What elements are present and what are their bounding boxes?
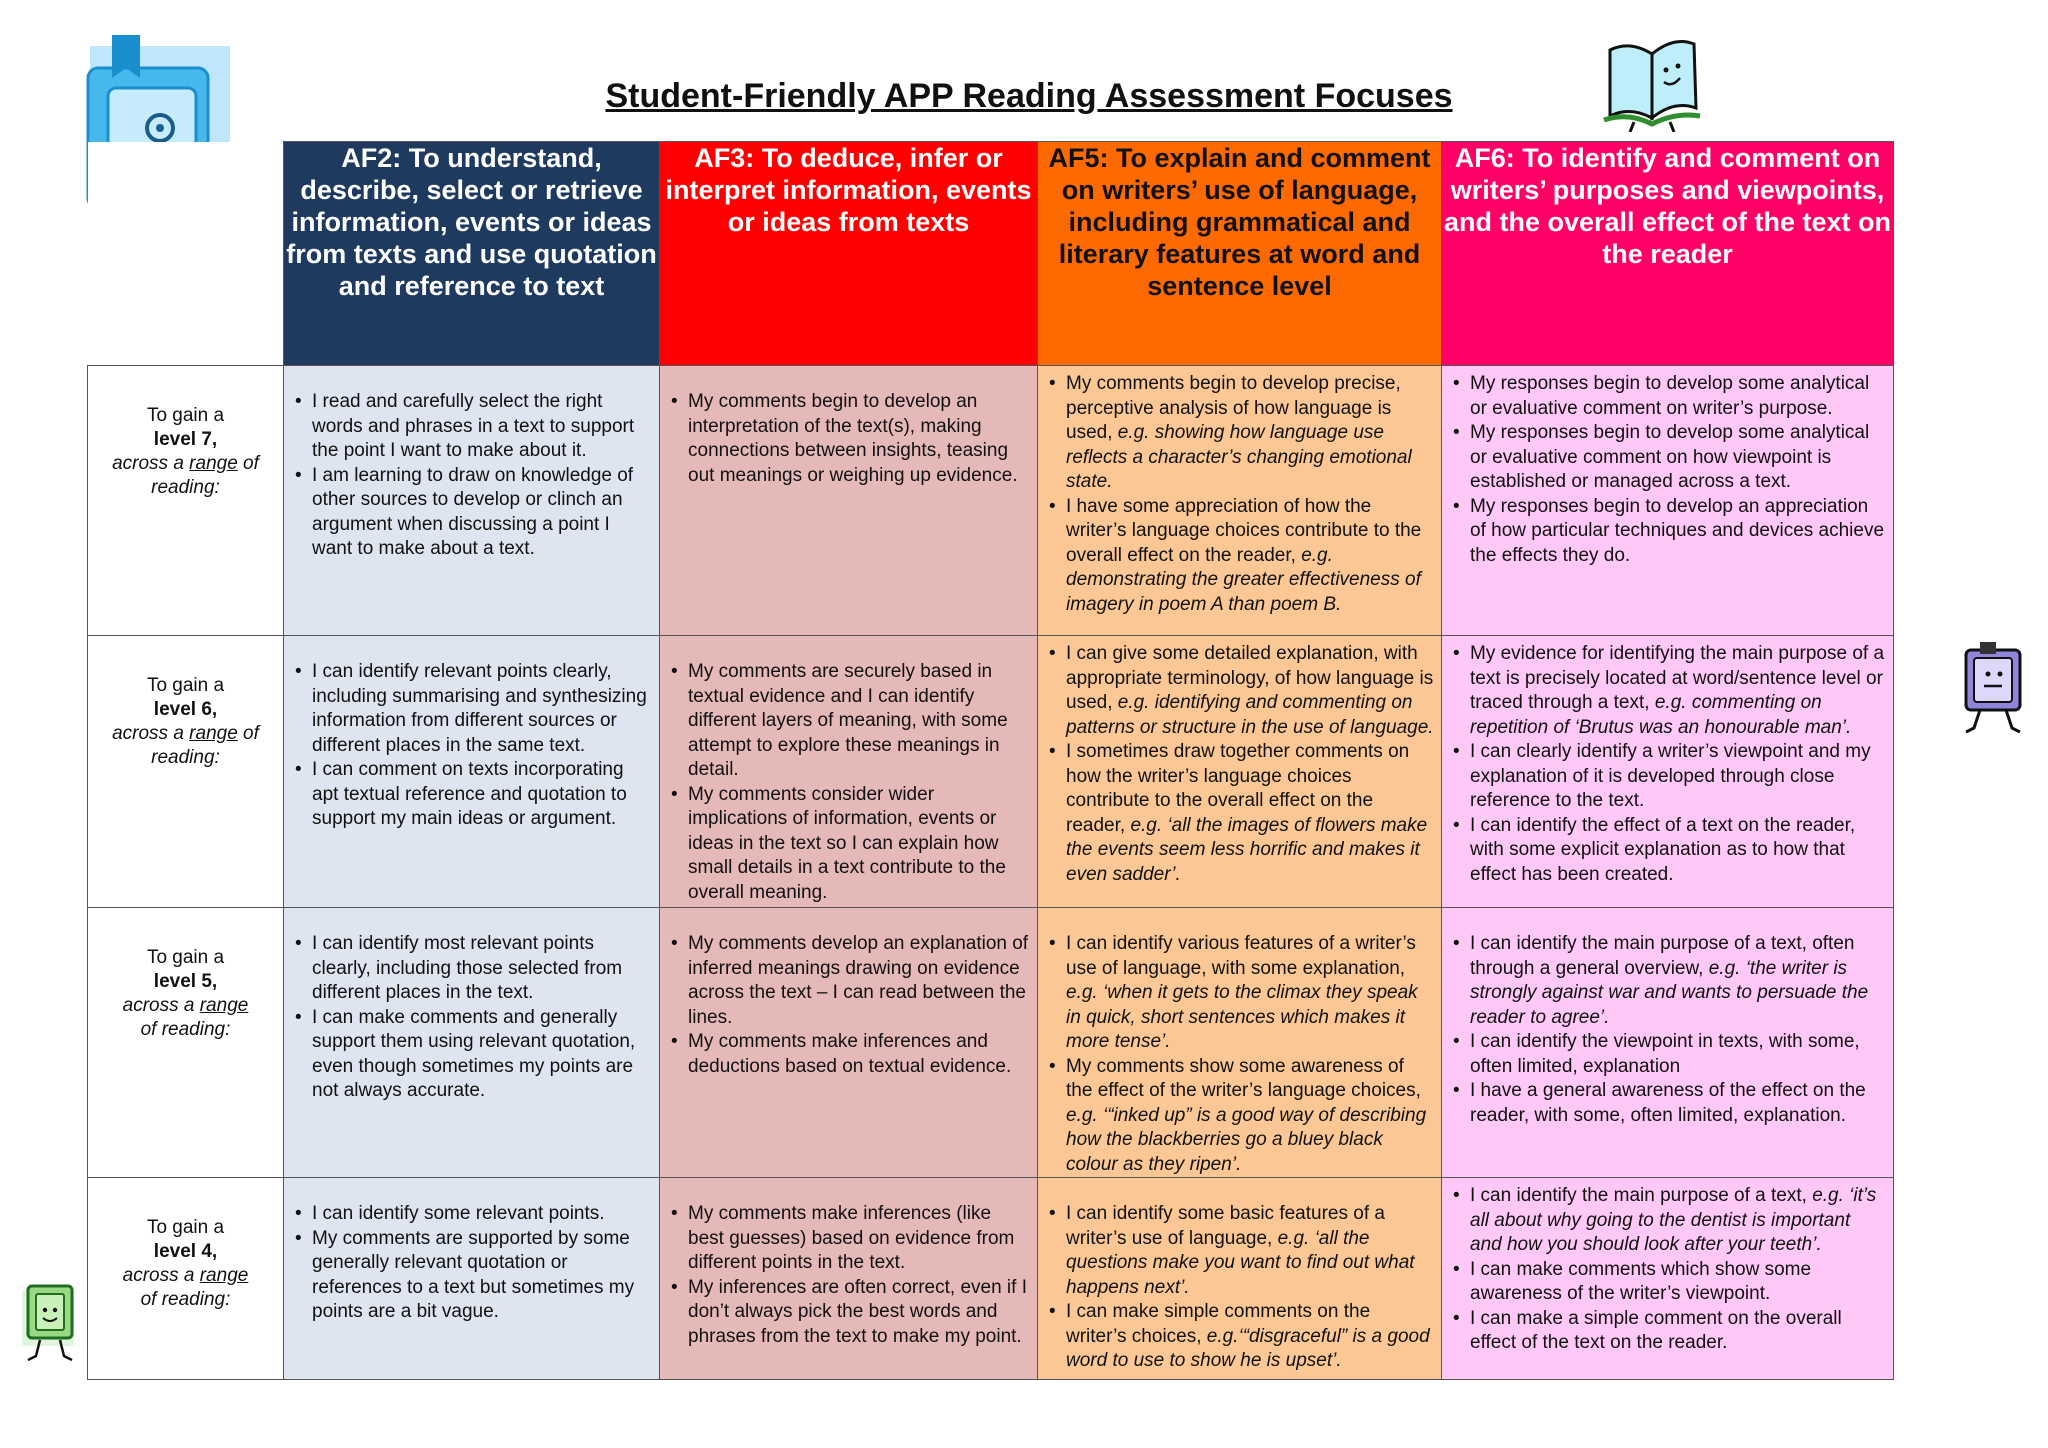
- example-text: e.g. demonstrating the greater effectiveness of imagery in poem A than poem B.: [1066, 544, 1421, 615]
- bullet-list: [660, 1202, 1037, 1349]
- list-item: [660, 932, 1037, 1030]
- cell-af5: [1038, 1178, 1442, 1380]
- level-label-cell: [88, 636, 284, 908]
- list-item: [1442, 1307, 1893, 1356]
- criterion-text: My comments show some awareness of the effect of the writer’s language choices,: [1066, 1055, 1421, 1101]
- corner-cell: [88, 142, 284, 366]
- criterion-text: I can identify the effect of a text on the reader, with some explicit explanation as to how that effect has been created.: [1470, 814, 1856, 885]
- level-label-cell: [88, 908, 284, 1178]
- list-item: [1038, 1055, 1441, 1178]
- list-item: [1038, 495, 1441, 618]
- list-item: [284, 1227, 659, 1325]
- criterion-text: My comments make inferences and deductions based on textual evidence.: [688, 1031, 1012, 1077]
- bullet-list: [660, 390, 1037, 488]
- list-item: [1442, 740, 1893, 814]
- criterion-text: I can identify the viewpoint in texts, with some, often limited, explanation: [1470, 1031, 1860, 1077]
- list-item: [284, 1006, 659, 1104]
- list-item: [1038, 1300, 1441, 1374]
- cell-af2: [284, 908, 660, 1178]
- criterion-text: I have some appreciation of how the writer’s language choices contribute to the overall effect on the reader,: [1066, 495, 1422, 566]
- range-pre: across a: [122, 995, 195, 1016]
- example-text: e.g.‘“disgraceful” is a good word to use to show he is upset’.: [1066, 1325, 1430, 1371]
- example-text: e.g. commenting on repetition of ‘Brutus was an honourable man’.: [1470, 692, 1852, 738]
- criterion-text: I can identify relevant points clearly, including summarising and synthesizing information from different sources or different places in the same text.: [312, 661, 647, 756]
- list-item: [1038, 932, 1441, 1055]
- range-word: range: [199, 1265, 249, 1286]
- cell-af6: [1442, 636, 1894, 908]
- example-text: e.g. ‘all the images of flowers make the events seem less horrific and makes it even sadder’.: [1066, 814, 1428, 885]
- example-text: e.g. ‘when it gets to the climax they speak in quick, short sentences which makes it more tense’.: [1066, 982, 1418, 1052]
- cell-af5: [1038, 908, 1442, 1178]
- example-text: e.g. identifying and commenting on patterns or structure in the use of language.: [1066, 692, 1434, 738]
- table-row: [88, 636, 1894, 908]
- range-line: [88, 452, 283, 476]
- list-item: [660, 660, 1037, 783]
- example-text: e.g. ‘all the questions make you want to find out what happens next’.: [1066, 1227, 1415, 1298]
- level-label-cell: [88, 1178, 284, 1380]
- level-value: level 5,: [153, 971, 218, 992]
- criterion-text: My responses begin to develop an appreciation of how particular techniques and devices achieve the effects they do.: [1470, 495, 1885, 566]
- example-text: e.g. ‘it’s all about why going to the dentist is important and how you should look after your teeth’.: [1470, 1185, 1877, 1255]
- tablet-character-icon: [1958, 640, 2028, 736]
- range-line: [88, 722, 283, 746]
- bullet-list: [284, 390, 659, 562]
- table-row: [88, 908, 1894, 1178]
- reading-label: reading:: [151, 747, 220, 768]
- bullet-list: [1442, 1184, 1893, 1356]
- cell-af3: [660, 636, 1038, 908]
- bullet-list: [660, 932, 1037, 1079]
- cell-af3: [660, 1178, 1038, 1380]
- criterion-text: I have a general awareness of the effect on the reader, with some, often limited, explanation.: [1470, 1080, 1866, 1126]
- table-row: [88, 1178, 1894, 1380]
- criterion-text: I read and carefully select the right words and phrases in a text to support the point I want to make about it.: [312, 391, 635, 461]
- list-item: [1442, 1184, 1893, 1258]
- header-af6: AF6: To identify and comment on writers’ purposes and viewpoints, and the overall effect of the text on the reader: [1442, 142, 1894, 366]
- range-pre: across a: [122, 1265, 195, 1286]
- range-line: [88, 1264, 283, 1288]
- criterion-text: I sometimes draw together comments on how the writer’s language choices contribute to the overall effect on the reader,: [1066, 741, 1410, 836]
- criterion-text: My comments begin to develop an interpretation of the text(s), making connections between insights, teasing out meanings or weighing up evidence.: [688, 391, 1018, 486]
- list-item: [1442, 421, 1893, 495]
- cell-af6: [1442, 908, 1894, 1178]
- bullet-list: [284, 932, 659, 1104]
- reading-label: of reading:: [140, 1289, 231, 1310]
- level-prefix: To gain a: [146, 1217, 225, 1238]
- level-value: level 4,: [153, 1241, 218, 1262]
- criterion-text: My comments are securely based in textual evidence and I can identify different layers of meaning, with some attempt to explore these meanings in detail.: [688, 661, 1008, 780]
- criterion-text: My comments make inferences (like best guesses) based on evidence from different points in the text.: [688, 1203, 1015, 1273]
- criterion-text: My comments begin to develop precise, perceptive analysis of how language is used,: [1066, 373, 1401, 443]
- range-post: of: [237, 723, 259, 744]
- criterion-text: My responses begin to develop some analytical or evaluative comment on writer’s purpose.: [1470, 373, 1870, 419]
- criterion-text: I am learning to draw on knowledge of other sources to develop or clinch an argument when discussing a point I want to make about a text.: [312, 464, 634, 559]
- list-item: [1442, 495, 1893, 569]
- example-text: e.g. showing how language use reflects a character’s changing emotional state.: [1066, 422, 1412, 492]
- list-item: [1442, 932, 1893, 1030]
- bullet-list: [284, 660, 659, 832]
- list-item: [284, 660, 659, 758]
- criterion-text: I can make comments and generally support them using relevant quotation, even though sometimes my points are not always accurate.: [312, 1006, 636, 1101]
- cell-af2: [284, 1178, 660, 1380]
- criterion-text: I can identify the main purpose of a text, often through a general overview,: [1470, 933, 1855, 979]
- list-item: [1442, 372, 1893, 421]
- list-item: [284, 390, 659, 464]
- range-word: range: [189, 723, 238, 744]
- list-item: [284, 464, 659, 562]
- criterion-text: I can make simple comments on the writer’s choices,: [1066, 1301, 1371, 1347]
- example-text: e.g. ‘the writer is strongly against war and wants to persuade the reader to agree’.: [1470, 957, 1869, 1028]
- criterion-text: I can identify various features of a writer’s use of language, with some explanation,: [1066, 933, 1416, 979]
- criterion-text: I can give some detailed explanation, with appropriate terminology, of how language is used,: [1066, 643, 1434, 713]
- range-pre: across a: [112, 723, 184, 744]
- criterion-text: My inferences are often correct, even if I don’t always pick the best words and phrases from the text to make my point.: [688, 1276, 1027, 1347]
- page-title: Student-Friendly APP Reading Assessment Focuses: [605, 77, 1453, 115]
- cell-af6: [1442, 366, 1894, 636]
- list-item: [660, 1276, 1037, 1350]
- list-item: [1442, 1258, 1893, 1307]
- list-item: [1442, 642, 1893, 740]
- list-item: [660, 390, 1037, 488]
- list-item: [284, 1202, 659, 1227]
- criterion-text: I can make comments which show some awareness of the writer’s viewpoint.: [1470, 1258, 1812, 1304]
- header-af3: AF3: To deduce, infer or interpret information, events or ideas from texts: [660, 142, 1038, 366]
- example-text: e.g. ‘“inked up” is a good way of describing how the blackberries go a bluey black colour as they ripen’.: [1066, 1104, 1427, 1175]
- list-item: [284, 932, 659, 1006]
- list-item: [660, 783, 1037, 906]
- range-pre: across a: [112, 453, 184, 474]
- bullet-list: [1442, 932, 1893, 1128]
- criterion-text: My comments consider wider implications of information, events or ideas in the text so I can explain how small details in a text contribute to the overall meaning.: [688, 783, 1006, 903]
- criterion-text: I can clearly identify a writer’s viewpoint and my explanation of it is developed through close reference to the text.: [1470, 741, 1871, 811]
- range-word: range: [189, 453, 238, 474]
- header-af5: AF5: To explain and comment on writers’ use of language, including grammatical and literary features at word and sentence level: [1038, 142, 1442, 366]
- list-item: [1038, 1202, 1441, 1300]
- criterion-text: I can make a simple comment on the overall effect of the text on the reader.: [1470, 1307, 1842, 1353]
- criterion-text: My evidence for identifying the main purpose of a text is precisely located at word/sentence level or traced through a text,: [1470, 643, 1885, 713]
- criterion-text: I can identify the main purpose of a text,: [1470, 1185, 1813, 1206]
- bullet-list: [1038, 642, 1441, 887]
- list-item: [284, 758, 659, 832]
- list-item: [660, 1030, 1037, 1079]
- reading-label: reading:: [151, 477, 220, 498]
- bullet-list: [1442, 372, 1893, 568]
- reading-label: of reading:: [140, 1019, 231, 1040]
- criterion-text: My comments are supported by some generally relevant quotation or references to a text but sometimes my points are a bit vague.: [312, 1227, 635, 1322]
- header-af2: AF2: To understand, describe, select or retrieve information, events or ideas from texts and use quotation and reference to text: [284, 142, 660, 366]
- level-prefix: To gain a: [146, 947, 225, 968]
- list-item: [1442, 1079, 1893, 1128]
- criterion-text: My comments develop an explanation of inferred meanings drawing on evidence across the text – I can read between the lines.: [688, 933, 1029, 1028]
- level-prefix: To gain a: [146, 405, 225, 426]
- level-label-cell: [88, 366, 284, 636]
- range-post: of: [237, 453, 259, 474]
- table-body: [88, 366, 1894, 1380]
- green-book-character-icon: [18, 1284, 82, 1366]
- cell-af5: [1038, 636, 1442, 908]
- list-item: [660, 1202, 1037, 1276]
- criterion-text: I can identify some basic features of a writer’s use of language,: [1066, 1203, 1385, 1249]
- criterion-text: I can identify most relevant points clearly, including those selected from different places in the text.: [312, 933, 623, 1003]
- cell-af5: [1038, 366, 1442, 636]
- list-item: [1442, 814, 1893, 888]
- cell-af6: [1442, 1178, 1894, 1380]
- cell-af3: [660, 908, 1038, 1178]
- range-line: [88, 994, 283, 1018]
- bullet-list: [1038, 372, 1441, 617]
- bullet-list: [1038, 932, 1441, 1177]
- list-item: [1442, 1030, 1893, 1079]
- level-prefix: To gain a: [146, 675, 225, 696]
- cell-af2: [284, 366, 660, 636]
- level-value: level 7,: [153, 429, 218, 450]
- criterion-text: I can comment on texts incorporating apt textual reference and quotation to support my main ideas or argument.: [312, 759, 627, 829]
- list-item: [1038, 740, 1441, 887]
- range-word: range: [199, 995, 249, 1016]
- assessment-table: [87, 141, 1894, 1380]
- level-value: level 6,: [153, 699, 218, 720]
- bullet-list: [660, 660, 1037, 905]
- bullet-list: [284, 1202, 659, 1325]
- header-row: [88, 142, 1894, 366]
- cell-af2: [284, 636, 660, 908]
- list-item: [1038, 372, 1441, 495]
- bullet-list: [1038, 1202, 1441, 1374]
- list-item: [1038, 642, 1441, 740]
- bullet-list: [1442, 642, 1893, 887]
- table-row: [88, 366, 1894, 636]
- criterion-text: I can identify some relevant points.: [312, 1203, 605, 1224]
- criterion-text: My responses begin to develop some analytical or evaluative comment on how viewpoint is established or managed across a text.: [1470, 422, 1870, 492]
- cell-af3: [660, 366, 1038, 636]
